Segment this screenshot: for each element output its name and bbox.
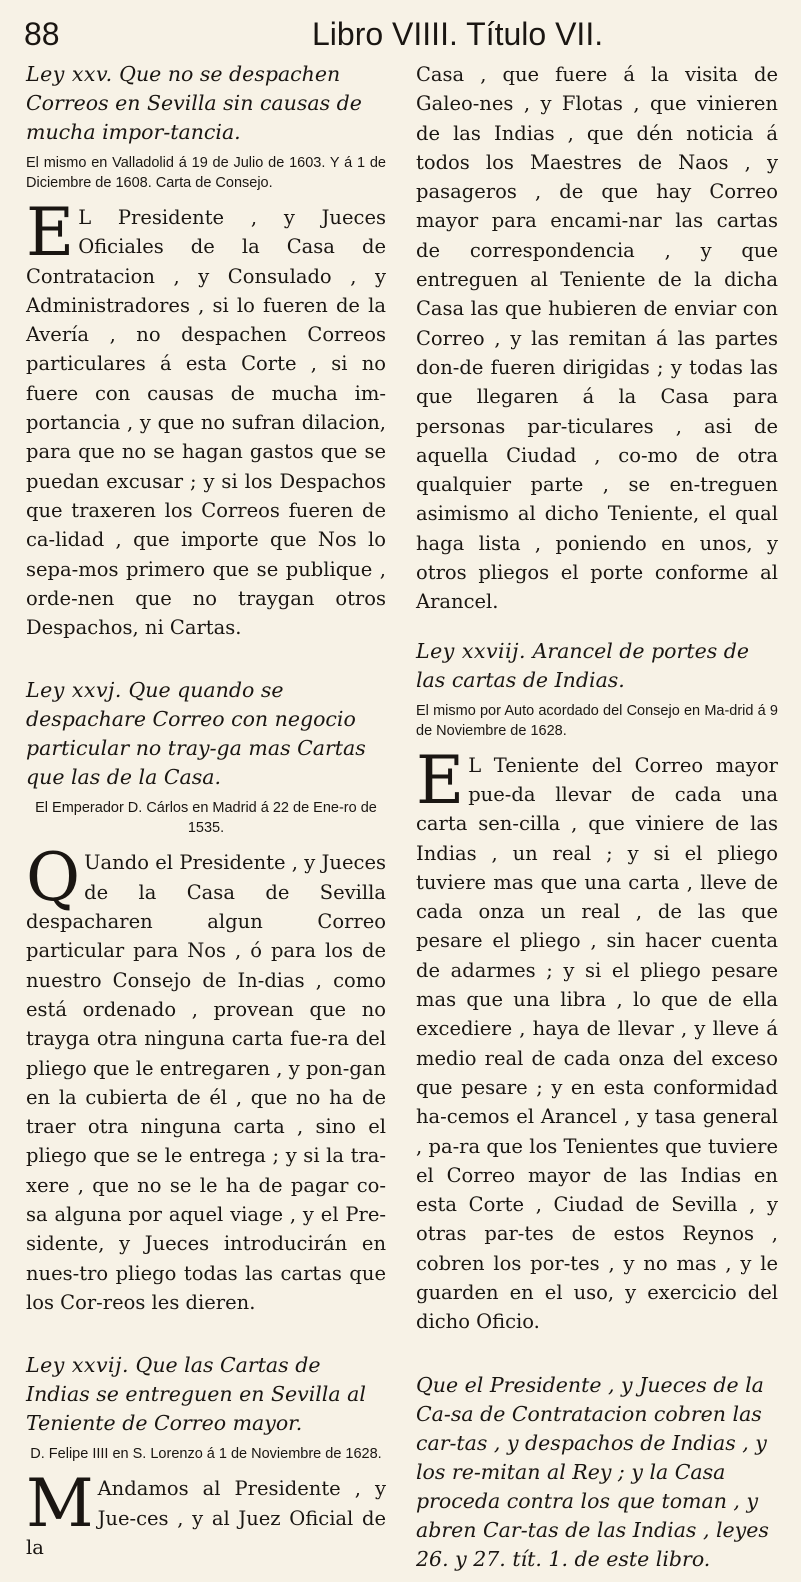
- law-25-note: El mismo en Valladolid á 19 de Julio de 1603. Y á 1 de Diciembre de 1608. Carta de Consejo.: [26, 155, 386, 191]
- law-25-drop-cap: E: [26, 194, 75, 271]
- law-27-title-text: Que las Cartas de Indias se entreguen en Sevilla al Teniente de Correo mayor.: [26, 1353, 366, 1436]
- law-27: [26, 1351, 386, 1562]
- law-28-label: Ley xxviij.: [416, 638, 527, 663]
- page-number: 88: [24, 16, 60, 52]
- cross-reference: Que el Presidente , y Jueces de la Ca-sa de Contratacion cobren las car-tas , y despachos de Indias , y los re-mitan al Rey ; y la Casa proceda contra los que toman , y abren Car-tas de las Indias , leyes 26. y 27. tít. 1. de este libro.: [416, 1372, 769, 1571]
- law-27-body: [26, 1465, 386, 1562]
- law-28-title: [416, 637, 778, 695]
- law-27-continuation: Casa , que fuere á la visita de Galeo-nes , y Flotas , que vinieren de las Indias , que dén noticia á todos los Maestres de Naos , y pasageros , de que hay Correo mayor para encami-nar las cartas de correspondencia , y que entreguen al Teniente de la dicha Casa las que hubieren de enviar con Correo , y las remitan á las partes don-de fueren dirigidas ; y todas las que llegaren á la Casa para personas par-ticulares , asi de aquella Ciudad , co-mo de otra qualquier parte , se en-treguen asimismo al dicho Teniente, el qual haga lista , poniendo en unos, y otros pliegos el porte conforme al Arancel.: [416, 63, 778, 614]
- law-27-title: [26, 1351, 386, 1438]
- law-28-drop-cap: E: [416, 741, 465, 819]
- law-25-body: [26, 194, 386, 642]
- law-26-title: [26, 676, 386, 792]
- law-26-label: Ley xxvj.: [26, 678, 122, 703]
- page-header: [0, 10, 801, 58]
- law-27-drop-cap: M: [26, 1465, 94, 1543]
- running-head: Libro VIIII. Título VII.: [312, 16, 604, 52]
- law-25-title: [26, 60, 386, 147]
- law-28-note: El mismo por Auto acordado del Consejo en Ma-drid á 9 de Noviembre de 1628.: [416, 702, 778, 739]
- law-26: [26, 676, 386, 1317]
- law-25-label: Ley xxv.: [26, 62, 113, 86]
- law-28-body-text: L Teniente del Correo mayor pue-da llevar de cada una carta sen-cilla , que viniere de las Indias , un real ; y si el pliego tuviere mas que una carta , lleve de cada onza un real , de las que pesare el pliego , sin hacer cuenta de adarmes ; y si el pliego pesare mas que una libra , lo que de ella excediere , haya de llevar , y lleve á medio real de cada onza del exceso que pesare ; y en esta conformidad ha-cemos el Arancel , y tasa general , pa-ra que los Tenientes que tuviere el Correo mayor de las Indias en esta Corte , Ciudad de Sevilla , y otras par-tes de estos Reynos , cobren los por-tes , y no mas , y le guarden en el uso, y exercicio del dicho Oficio.: [416, 753, 778, 1334]
- law-26-body-text: Uando el Presidente , y Jueces de la Casa de Sevilla despacharen algun Correo particular para Nos , ó para los de nuestro Consejo de In-dias , como está ordenado , provean que no trayga otra ninguna carta fue-ra del pliego que le entregaren , y pon-gan en la cubierta de él , que no ha de traer otra ninguna carta , sino el pliego que se le entrega ; y si la tra-xere , que no se le ha de pagar co-sa alguna por aquel viage , y el Pre-sidente, y Jueces introducirán en nues-tro pliego todas las cartas que los Cor-reos les dieren.: [26, 851, 386, 1314]
- law-26-title-text: Que quando se despachare Correo con negocio particular no tray-ga mas Cartas que las de la Casa.: [26, 678, 366, 790]
- law-25: [26, 60, 386, 642]
- right-column: [416, 60, 778, 1580]
- law-28-title-text: Arancel de portes de las cartas de Indias.: [416, 638, 749, 692]
- law-28: [416, 637, 778, 1337]
- law-27-label: Ley xxvij.: [26, 1353, 129, 1378]
- left-column: [26, 60, 386, 1582]
- law-26-drop-cap: Q: [26, 839, 81, 917]
- law-26-note: El Emperador D. Cárlos en Madrid á 22 de Ene-ro de 1535.: [35, 800, 377, 837]
- law-25-title-text: Que no se despachen Correos en Sevilla sin causas de mucha impor-tancia.: [26, 62, 362, 144]
- law-27-note: D. Felipe IIII en S. Lorenzo á 1 de Noviembre de 1628.: [30, 1446, 382, 1463]
- law-27-body-text: Andamos al Presidente , y Jue-ces , y al Juez Oficial de la: [26, 1477, 386, 1559]
- law-26-body: [26, 839, 386, 1317]
- law-28-body: [416, 741, 778, 1337]
- law-25-body-text: L Presidente , y Jueces Oficiales de la Casa de Contratacion , y Consulado , y Administradores , si lo fueren de la Avería , no despachen Correos particulares á esta Corte , si no fuere con causas de mucha im-portancia , y que no sufran dilacion, para que no se hagan gastos que se puedan excusar ; y si los Despachos que traxeren los Correos fueren de ca-lidad , que importe que Nos lo sepa-mos primero que se publique , orde-nen que no traygan otros Despachos, ni Cartas.: [26, 206, 386, 640]
